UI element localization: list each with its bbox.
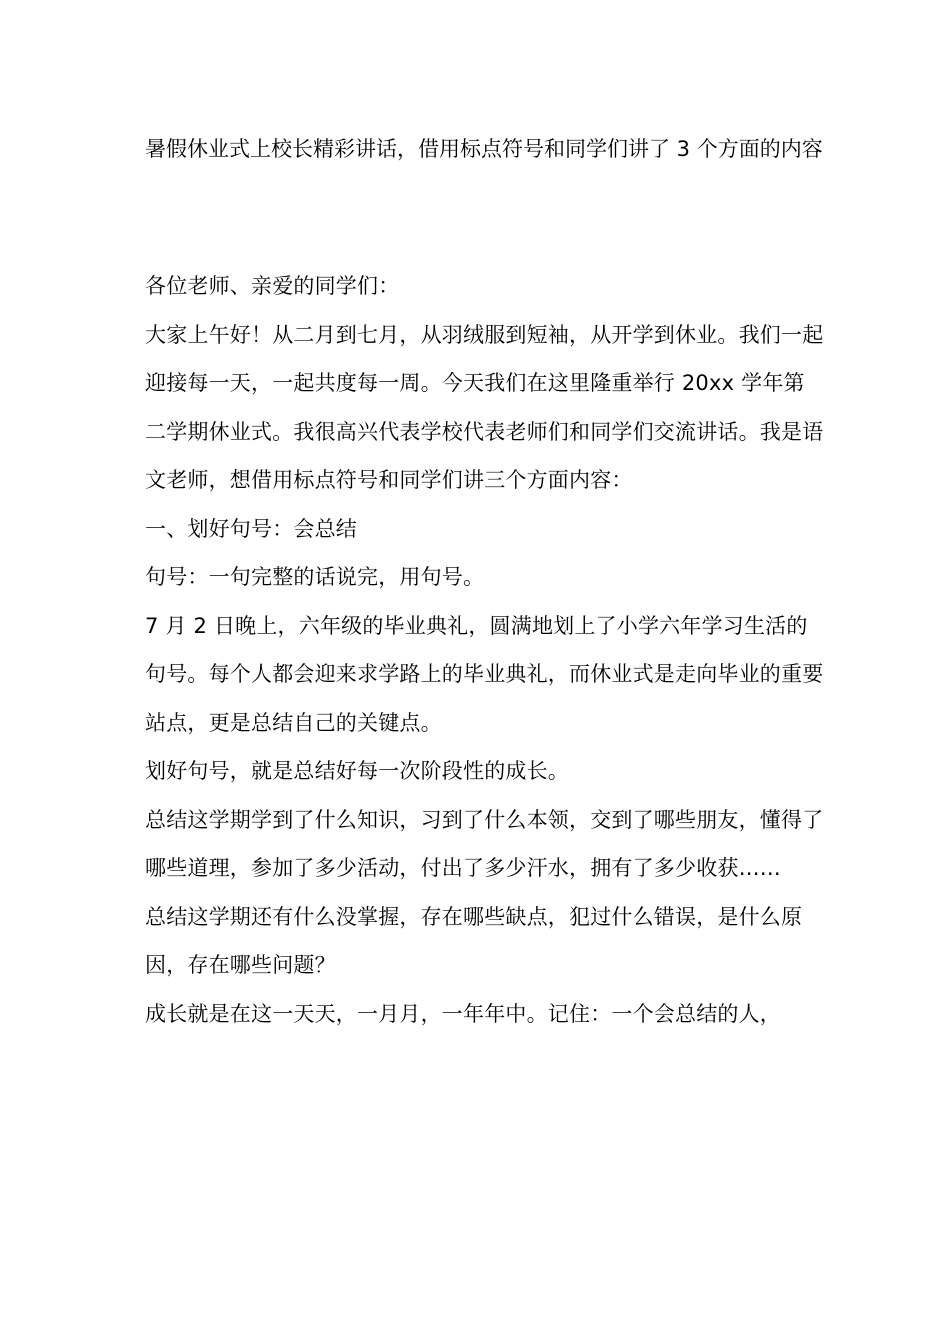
- body-paragraph: 划好句号，就是总结好每一次阶段性的成长。: [145, 759, 569, 783]
- salutation: 各位老师、亲爱的同学们：: [145, 274, 400, 298]
- body-paragraph: 句号：一句完整的话说完，用句号。: [145, 565, 485, 589]
- spacer: [145, 174, 825, 262]
- section-heading: 一、划好句号：会总结: [145, 516, 357, 541]
- body-paragraph: 大家上午好！从二月到七月，从羽绒服到短袖，从开学到休业。我们一起迎接每一天，一起共度每一周。今天我们在这里隆重举行 20xx 学年第二学期休业式。我很高兴代表学校代表老师们和同学们交流讲话。我是语文老师，想借用标点符号和同学们讲三个方面内容：: [145, 322, 824, 492]
- document-title: 暑假休业式上校长精彩讲话，借用标点符号和同学们讲了 3 个方面的内容: [145, 137, 823, 161]
- body-paragraph: 成长就是在这一天天，一月月，一年年中。记住：一个会总结的人，: [145, 1001, 781, 1026]
- document-page: [145, 124, 825, 1038]
- body-paragraph: 总结这学期学到了什么知识，习到了什么本领，交到了哪些朋友，懂得了哪些道理，参加了多少活动，付出了多少汗水，拥有了多少收获……: [145, 807, 824, 880]
- body-paragraph: 7 月 2 日晚上，六年级的毕业典礼，圆满地划上了小学六年学习生活的句号。每个人都会迎来求学路上的毕业典礼，而休业式是走向毕业的重要站点，更是总结自己的关键点。: [145, 613, 824, 735]
- body-paragraph: 总结这学期还有什么没掌握，存在哪些缺点，犯过什么错误，是什么原因，存在哪些问题？: [145, 904, 803, 977]
